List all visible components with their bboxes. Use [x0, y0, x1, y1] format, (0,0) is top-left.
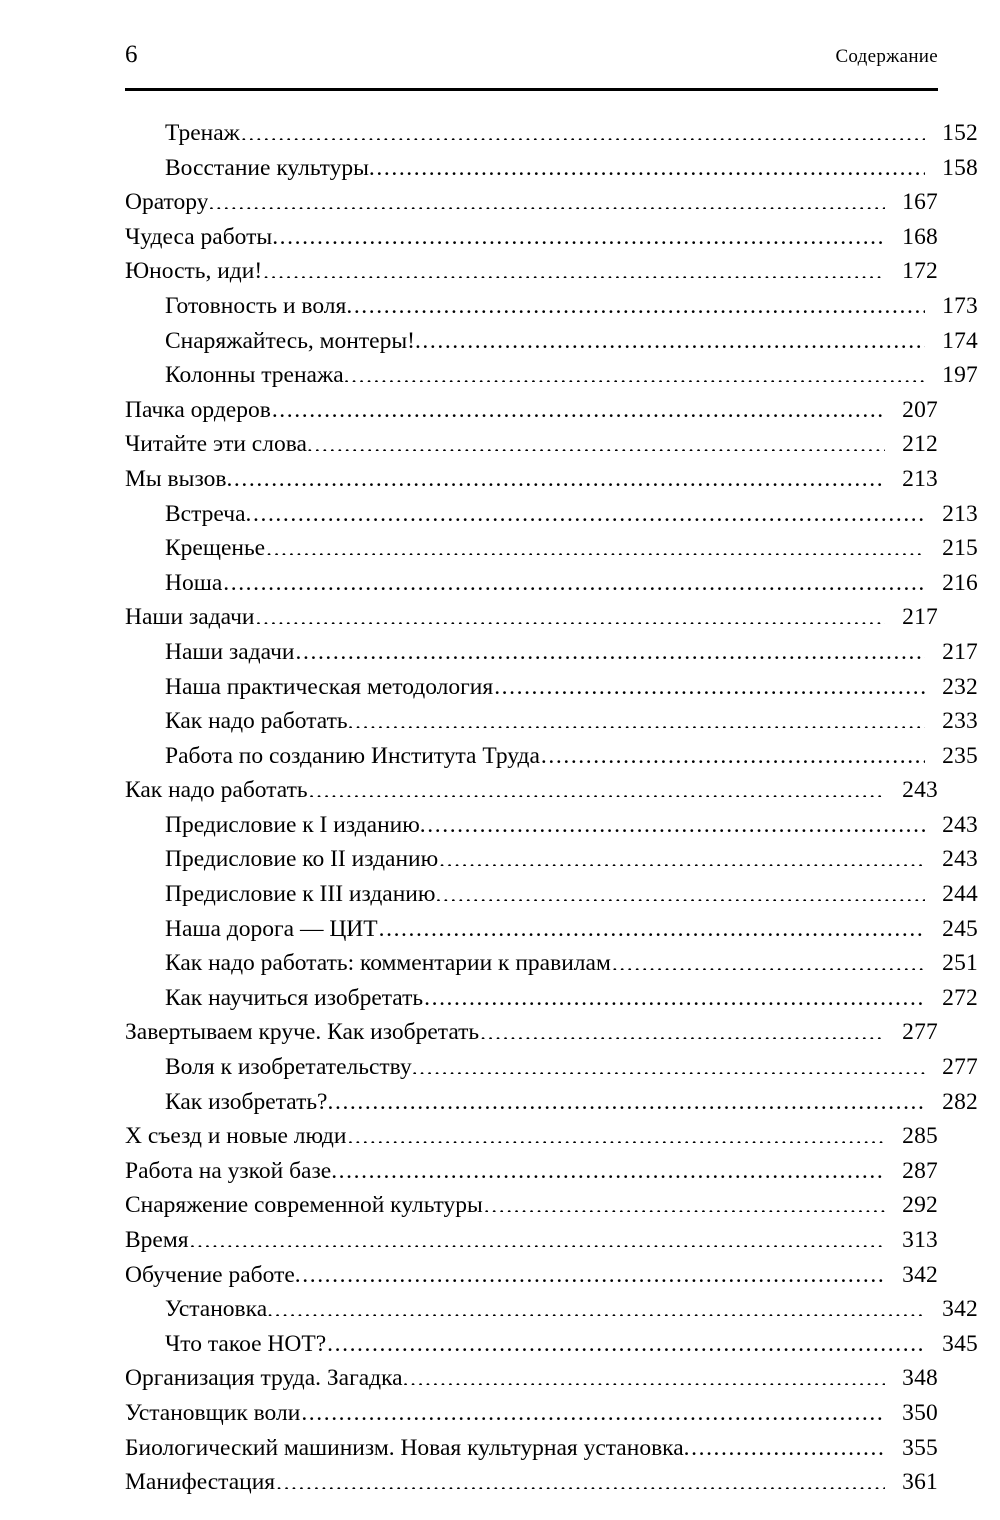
toc-entry-page-number: 345: [942, 1330, 978, 1357]
toc-entry-title: Как надо работать: [165, 708, 348, 735]
toc-entry[interactable]: [125, 635, 978, 670]
toc-entry-title: Ноша: [165, 569, 223, 596]
toc-entry-page-number: 217: [902, 604, 938, 631]
toc-leader-dots: [346, 289, 925, 313]
toc-entry[interactable]: [125, 1396, 938, 1431]
toc-leader-dots: [348, 705, 925, 729]
toc-entry-page-number: 287: [902, 1157, 938, 1184]
toc-entry[interactable]: [125, 462, 938, 497]
toc-leader-dots: [439, 843, 925, 867]
toc-leader-dots: [412, 1051, 925, 1075]
toc-entry[interactable]: [125, 842, 978, 877]
toc-entry-page-number: 213: [942, 500, 978, 527]
toc-entry-page-number: 292: [902, 1192, 938, 1219]
running-title: Содержание: [835, 46, 938, 67]
toc-entry-page-number: 277: [902, 1019, 938, 1046]
toc-entry[interactable]: [125, 566, 978, 601]
toc-entry[interactable]: [125, 981, 978, 1016]
toc-entry-title: Как изобретать?: [165, 1088, 328, 1115]
toc-entry-title: Установка: [165, 1296, 268, 1323]
toc-entry[interactable]: [125, 427, 938, 462]
toc-entry-title: Что такое НОТ?: [165, 1330, 327, 1357]
toc-entry-title: Как надо работать: [125, 777, 308, 804]
toc-leader-dots: [379, 912, 925, 936]
toc-entry-page-number: 158: [942, 154, 978, 181]
toc-leader-dots: [369, 151, 925, 175]
toc-entry-title: Наши задачи: [125, 604, 255, 631]
toc-leader-dots: [307, 428, 885, 452]
toc-entry-page-number: 243: [902, 777, 938, 804]
toc-leader-dots: [267, 1293, 925, 1317]
toc-entry-title: Предисловие к III изданию: [165, 881, 436, 908]
toc-entry[interactable]: [125, 393, 938, 428]
toc-leader-dots: [541, 739, 925, 763]
toc-entry[interactable]: [125, 220, 938, 255]
toc-entry-page-number: 244: [942, 881, 978, 908]
toc-leader-dots: [331, 1154, 885, 1178]
toc-leader-dots: [296, 635, 925, 659]
toc-leader-dots: [435, 878, 925, 902]
toc-leader-dots: [494, 670, 925, 694]
toc-leader-dots: [226, 462, 885, 486]
toc-leader-dots: [276, 1466, 885, 1490]
toc-entry[interactable]: [125, 116, 978, 151]
toc-entry-page-number: 342: [902, 1261, 938, 1288]
toc-entry[interactable]: [125, 808, 978, 843]
toc-entry-title: Восстание культуры: [165, 154, 369, 181]
toc-entry-page-number: 313: [902, 1227, 938, 1253]
toc-entry-title: Юность, иди!: [125, 258, 263, 285]
toc-entry[interactable]: [125, 1050, 978, 1085]
table-of-contents: [125, 116, 978, 1500]
toc-entry-page-number: 167: [902, 189, 938, 216]
toc-entry-title: Готовность и воля: [165, 292, 347, 319]
header-rule: [125, 88, 938, 91]
toc-entry[interactable]: [125, 1223, 938, 1258]
toc-entry-page-number: 243: [942, 811, 978, 838]
toc-entry[interactable]: [125, 1188, 938, 1223]
toc-entry-title: Предисловие к I изданию: [165, 811, 420, 838]
toc-entry-title: Работа по созданию Института Труда: [165, 742, 540, 769]
toc-entry-title: Чудеса работы: [125, 223, 273, 250]
toc-leader-dots: [223, 566, 925, 590]
toc-leader-dots: [208, 186, 885, 210]
toc-entry-page-number: 207: [902, 396, 938, 423]
toc-entry-page-number: 152: [942, 120, 978, 146]
toc-entry-page-number: 212: [902, 431, 938, 458]
toc-entry-title: Обучение работе: [125, 1261, 295, 1288]
toc-entry-page-number: 348: [902, 1365, 938, 1392]
toc-entry-page-number: 168: [902, 223, 938, 250]
toc-entry-page-number: 272: [942, 984, 978, 1011]
toc-leader-dots: [309, 774, 885, 798]
toc-entry[interactable]: [125, 1292, 978, 1327]
toc-entry-page-number: 173: [942, 292, 978, 319]
toc-entry[interactable]: [125, 1119, 938, 1154]
toc-leader-dots: [347, 1120, 885, 1144]
toc-leader-dots: [480, 1016, 885, 1040]
toc-entry-title: Крещенье: [165, 535, 266, 562]
toc-entry-title: Завертываем круче. Как изобретать: [125, 1019, 480, 1046]
toc-entry-title: Биологический машинизм. Новая культурная установка: [125, 1434, 684, 1461]
toc-entry-page-number: 245: [942, 915, 978, 942]
toc-entry[interactable]: [125, 670, 978, 705]
toc-entry[interactable]: [125, 912, 978, 947]
toc-entry-title: Наша практическая методология: [165, 673, 494, 700]
toc-entry[interactable]: [125, 773, 938, 808]
toc-entry-title: Оратору: [125, 189, 209, 216]
toc-entry-page-number: 282: [942, 1088, 978, 1115]
toc-leader-dots: [327, 1327, 925, 1351]
toc-leader-dots: [301, 1396, 885, 1420]
toc-entry[interactable]: [125, 877, 978, 912]
toc-entry-page-number: 232: [942, 673, 978, 700]
toc-leader-dots: [190, 1224, 885, 1248]
toc-entry[interactable]: [125, 151, 978, 186]
toc-entry-page-number: 355: [902, 1434, 938, 1461]
toc-entry-page-number: 216: [942, 569, 978, 596]
toc-entry-page-number: 197: [942, 362, 978, 389]
toc-entry-title: Встреча: [165, 500, 246, 527]
toc-leader-dots: [403, 1362, 885, 1386]
toc-entry-title: Воля к изобретательству: [165, 1054, 412, 1081]
toc-entry[interactable]: [125, 1015, 938, 1050]
toc-entry-page-number: 215: [942, 535, 978, 562]
toc-leader-dots: [266, 532, 925, 556]
toc-entry-page-number: 243: [942, 846, 978, 873]
toc-entry[interactable]: [125, 358, 978, 393]
toc-entry-page-number: 172: [902, 258, 938, 285]
toc-entry-page-number: 285: [902, 1123, 938, 1150]
toc-entry[interactable]: [125, 324, 978, 359]
toc-entry[interactable]: [125, 600, 938, 635]
toc-leader-dots: [424, 981, 925, 1005]
toc-leader-dots: [295, 1258, 885, 1282]
toc-entry-title: Время: [125, 1227, 189, 1253]
toc-entry-title: Установщик воли: [125, 1399, 301, 1426]
toc-leader-dots: [420, 808, 925, 832]
toc-entry[interactable]: [125, 1361, 938, 1396]
toc-leader-dots: [263, 255, 885, 279]
toc-entry[interactable]: [125, 497, 978, 532]
toc-entry-title: Предисловие ко II изданию: [165, 846, 439, 873]
toc-entry[interactable]: [125, 739, 978, 774]
toc-entry-title: Как научиться изобретать: [165, 984, 424, 1011]
toc-entry[interactable]: [125, 1327, 978, 1362]
toc-entry-page-number: 217: [942, 638, 978, 665]
toc-entry-page-number: 235: [942, 742, 978, 769]
toc-leader-dots: [684, 1431, 885, 1455]
page-number: 6: [125, 41, 138, 68]
toc-leader-dots: [241, 117, 925, 141]
toc-entry-title: Колонны тренажа: [165, 362, 344, 389]
toc-entry-title: Работа на узкой базе: [125, 1157, 332, 1184]
toc-entry-page-number: 251: [942, 950, 978, 977]
toc-leader-dots: [256, 601, 885, 625]
toc-leader-dots: [246, 497, 925, 521]
toc-entry-page-number: 277: [942, 1054, 978, 1081]
toc-entry[interactable]: [125, 254, 938, 289]
toc-entry-title: Организация труда. Загадка: [125, 1365, 403, 1392]
toc-entry-page-number: 174: [942, 327, 978, 354]
toc-entry-page-number: 361: [902, 1469, 938, 1496]
toc-entry-page-number: 350: [902, 1399, 938, 1426]
toc-entry-page-number: 233: [942, 708, 978, 735]
toc-entry[interactable]: [125, 1431, 938, 1466]
toc-leader-dots: [415, 324, 925, 348]
toc-entry-title: Как надо работать: комментарии к правилам: [165, 950, 611, 977]
toc-entry[interactable]: [125, 704, 978, 739]
toc-entry[interactable]: [125, 1258, 938, 1293]
toc-leader-dots: [272, 393, 885, 417]
toc-entry[interactable]: [125, 1465, 938, 1500]
toc-entry[interactable]: [125, 531, 978, 566]
toc-entry-title: Снаряжайтесь, монтеры!: [165, 327, 415, 354]
toc-entry-title: Мы вызов: [125, 465, 227, 492]
toc-entry-title: Читайте эти слова: [125, 431, 307, 458]
toc-entry[interactable]: [125, 1154, 938, 1189]
toc-entry[interactable]: [125, 289, 978, 324]
toc-entry-title: Пачка ордеров: [125, 396, 271, 423]
toc-leader-dots: [272, 220, 885, 244]
toc-entry-title: Снаряжение современной культуры: [125, 1192, 483, 1219]
toc-entry-title: Наша дорога — ЦИТ: [165, 915, 378, 942]
running-header: [125, 42, 938, 67]
toc-entry-page-number: 342: [942, 1296, 978, 1323]
toc-entry-page-number: 213: [902, 465, 938, 492]
toc-entry[interactable]: [125, 946, 978, 981]
toc-leader-dots: [328, 1085, 926, 1109]
toc-entry-title: Наши задачи: [165, 638, 295, 665]
toc-entry-title: Манифестация: [125, 1469, 276, 1496]
toc-entry-title: Тренаж: [165, 120, 240, 146]
toc-entry[interactable]: [125, 185, 938, 220]
toc-entry-title: Х съезд и новые люди: [125, 1123, 347, 1150]
toc-entry[interactable]: [125, 1085, 978, 1120]
toc-leader-dots: [612, 947, 925, 971]
toc-leader-dots: [344, 359, 925, 383]
toc-leader-dots: [484, 1189, 885, 1213]
